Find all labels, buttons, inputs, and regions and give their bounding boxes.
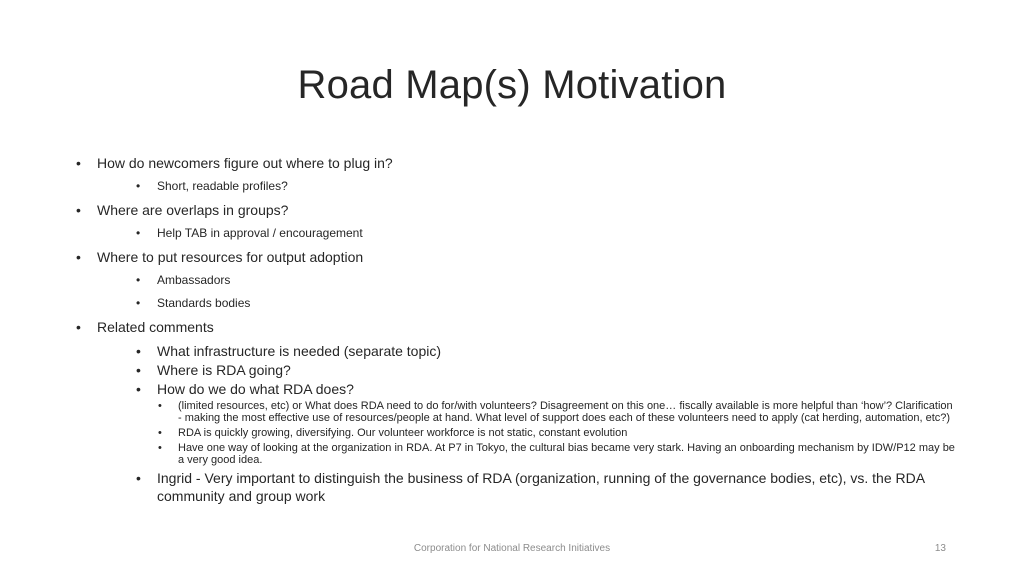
bullet-item [76, 318, 956, 505]
sub-bullet-item: • What infrastructure is needed (separate topic) [136, 342, 956, 360]
sub-bullet-item: • Standards bodies [136, 295, 956, 311]
sub-sub-bullet-item: • (limited resources, etc) or What does RDA need to do for/with volunteers? Disagreement on this one… fiscally available is more helpful than ‘how’? Clarification - making the most effective use of resources/people at hand. What level of support does each of these volunteers need to apply (cat herding, automation, etc?) [158, 400, 956, 424]
bullet-text: • Related comments [97, 319, 214, 335]
slide-title: Road Map(s) Motivation [297, 63, 727, 107]
bullet-text: • Where to put resources for output adoption [97, 249, 364, 265]
bullet-item [76, 154, 956, 194]
sub-bullet-list [97, 342, 956, 505]
sub-bullet-item: • Where is RDA going? [136, 361, 956, 379]
sub-bullet-item: • Help TAB in approval / encouragement [136, 225, 956, 241]
sub-bullet-item: • How do we do what RDA does? • (limited resources, etc) or What does RDA need to do for/with volunteers? Disagreement on this one… fiscally available is more helpful than ‘how’? Clarification - making the most effective use of resources/people at hand. What level of support does each of these volunteers need to apply (cat herding, automation, etc?) • RDA is quickly growing, diversifying. Our volunteer workforce is not static, constant evolution • Have one way of looking at the organization in RDA. At P7 in Tokyo, the cultural bias became very stark. Having an onboarding mechanism by IDW/P12 may be a very good idea. [136, 380, 956, 466]
page-number: 13 [934, 543, 946, 554]
sub-bullet-item: • Ingrid - Very important to distinguish the business of RDA (organization, running of the governance bodies, etc), vs. the RDA community and group work [136, 469, 956, 505]
sub-sub-bullet-item: • Have one way of looking at the organization in RDA. At P7 in Tokyo, the cultural bias became very stark. Having an onboarding mechanism by IDW/P12 may be a very good idea. [158, 442, 956, 466]
bullet-item [76, 201, 956, 241]
sub-bullet-list [97, 225, 956, 241]
bullet-text: • How do newcomers figure out where to plug in? [97, 155, 393, 171]
sub-bullet-list [97, 272, 956, 311]
footer-text: Corporation for National Research Initiatives [413, 543, 611, 554]
sub-bullet-list [97, 178, 956, 194]
bullet-item [76, 248, 956, 311]
bullet-list [76, 152, 956, 506]
sub-bullet-item: • Ambassadors [136, 272, 956, 288]
bullet-text: • Where are overlaps in groups? [97, 202, 289, 218]
sub-sub-bullet-list [118, 400, 956, 466]
sub-sub-bullet-item: • RDA is quickly growing, diversifying. Our volunteer workforce is not static, constant evolution [158, 427, 956, 439]
sub-bullet-item: • Short, readable profiles? [136, 178, 956, 194]
